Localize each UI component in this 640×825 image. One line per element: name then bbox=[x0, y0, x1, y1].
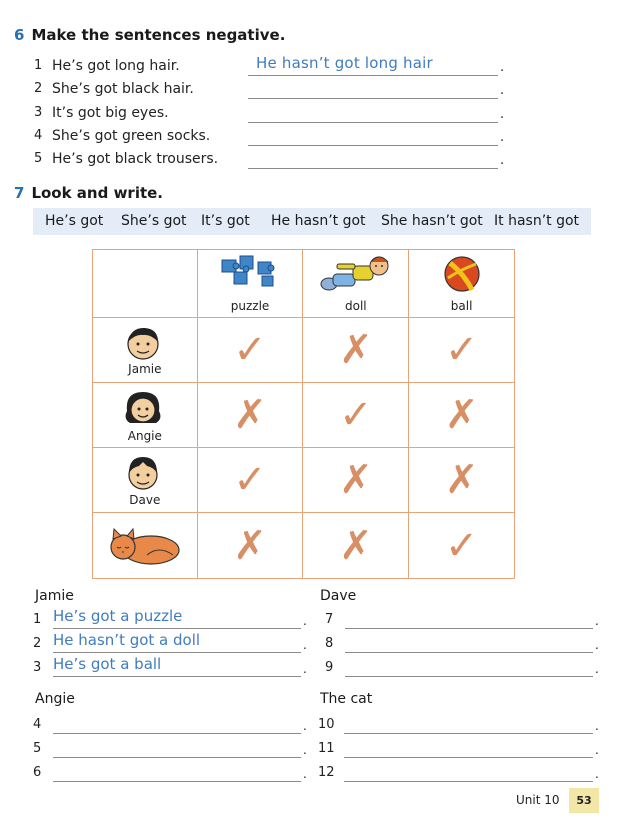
column-label: puzzle bbox=[230, 299, 270, 313]
ex6-item-4 bbox=[34, 128, 514, 148]
tick-mark: ✓ bbox=[444, 327, 479, 373]
tick-mark: ✓ bbox=[233, 457, 267, 503]
write-item-11 bbox=[318, 739, 603, 759]
item-number: 7 bbox=[325, 612, 334, 627]
row-label: Angie bbox=[127, 429, 162, 443]
item-end: . bbox=[595, 662, 599, 676]
tick-mark: ✓ bbox=[444, 522, 479, 569]
item-number: 10 bbox=[318, 717, 335, 732]
item-number: 4 bbox=[34, 128, 43, 143]
exercise-7-title bbox=[14, 184, 163, 202]
item-answer[interactable]: He hasn’t got a doll bbox=[53, 631, 201, 649]
answer-line bbox=[53, 628, 301, 629]
item-number: 9 bbox=[325, 660, 334, 675]
item-end: . bbox=[303, 767, 307, 781]
item-number: 3 bbox=[33, 660, 42, 675]
grid-cell bbox=[409, 318, 515, 383]
answer-line bbox=[53, 757, 301, 758]
column-label: ball bbox=[450, 299, 473, 313]
ex6-item-3 bbox=[34, 105, 514, 125]
grid-row-header-jamie bbox=[93, 318, 198, 383]
group-heading-angie: Angie bbox=[35, 691, 75, 707]
item-answer[interactable]: He’s got a puzzle bbox=[53, 607, 183, 625]
cross-mark: ✗ bbox=[444, 392, 479, 438]
answer-line bbox=[344, 781, 593, 782]
answer-line bbox=[53, 652, 301, 653]
group-heading-dave: Dave bbox=[320, 588, 357, 604]
item-number: 12 bbox=[318, 765, 335, 780]
word-box-item: It hasn’t got bbox=[494, 213, 580, 229]
write-item-4 bbox=[33, 715, 308, 735]
write-item-1 bbox=[33, 607, 308, 630]
ball-icon bbox=[442, 254, 482, 294]
column-label: doll bbox=[345, 299, 367, 313]
answer-line bbox=[248, 75, 498, 76]
possession-grid bbox=[92, 249, 515, 579]
grid-cell bbox=[197, 448, 303, 513]
word-box-item: It’s got bbox=[201, 213, 250, 229]
answer-line bbox=[53, 676, 301, 677]
item-number: 4 bbox=[33, 717, 42, 732]
cross-mark: ✗ bbox=[233, 522, 267, 569]
exercise-6-number: 6 bbox=[14, 26, 25, 44]
grid-cell bbox=[409, 448, 515, 513]
item-end: . bbox=[595, 767, 599, 781]
grid-cell bbox=[303, 448, 409, 513]
grid-cell bbox=[197, 513, 303, 579]
item-sentence: It’s got big eyes. bbox=[52, 105, 169, 121]
item-end: . bbox=[500, 130, 505, 145]
item-end: . bbox=[595, 614, 599, 628]
item-end: . bbox=[595, 719, 599, 733]
grid-header-doll bbox=[303, 250, 409, 318]
grid-row-header-dave bbox=[93, 448, 198, 513]
row-label: Dave bbox=[129, 493, 161, 507]
item-number: 2 bbox=[33, 636, 42, 651]
item-number: 11 bbox=[318, 741, 335, 756]
item-number: 6 bbox=[33, 765, 42, 780]
write-item-6 bbox=[33, 763, 308, 783]
grid-cell bbox=[303, 513, 409, 579]
item-end: . bbox=[500, 153, 505, 168]
puzzle-icon bbox=[218, 254, 284, 288]
tick-mark: ✓ bbox=[233, 327, 267, 373]
item-end: . bbox=[500, 60, 505, 75]
word-box bbox=[33, 208, 591, 235]
answer-line bbox=[248, 168, 498, 169]
write-item-2 bbox=[33, 631, 308, 654]
word-box-item: He’s got bbox=[45, 213, 104, 229]
grid-cell bbox=[409, 383, 515, 448]
cross-mark: ✗ bbox=[444, 457, 479, 503]
write-item-12 bbox=[318, 763, 603, 783]
item-answer[interactable]: He hasn’t got long hair bbox=[256, 54, 433, 72]
item-number: 8 bbox=[325, 636, 334, 651]
item-sentence: She’s got black hair. bbox=[52, 81, 194, 97]
item-end: . bbox=[303, 614, 307, 628]
boy-face-icon bbox=[123, 453, 163, 493]
boy-face-icon bbox=[123, 324, 163, 362]
item-number: 1 bbox=[33, 612, 42, 627]
cross-mark: ✗ bbox=[339, 522, 373, 569]
exercise-7-instruction: Look and write. bbox=[31, 184, 164, 202]
item-number: 3 bbox=[34, 105, 43, 120]
answer-line bbox=[53, 733, 301, 734]
answer-line bbox=[53, 781, 301, 782]
girl-face-icon bbox=[123, 389, 163, 429]
grid-row-header-angie bbox=[93, 383, 198, 448]
item-end: . bbox=[303, 638, 307, 652]
word-box-item: He hasn’t got bbox=[271, 213, 366, 229]
group-heading-jamie: Jamie bbox=[35, 588, 74, 604]
grid-corner-cell bbox=[93, 250, 198, 318]
item-sentence: He’s got black trousers. bbox=[52, 151, 219, 167]
item-end: . bbox=[595, 743, 599, 757]
answer-line bbox=[248, 145, 498, 146]
grid-cell bbox=[303, 318, 409, 383]
grid-row-header-cat bbox=[93, 513, 198, 579]
answer-line bbox=[344, 757, 593, 758]
item-answer[interactable]: He’s got a ball bbox=[53, 655, 162, 673]
ex6-item-5 bbox=[34, 151, 514, 171]
answer-line bbox=[248, 98, 498, 99]
write-item-7 bbox=[325, 610, 605, 630]
ex6-item-1 bbox=[34, 54, 514, 78]
write-item-10 bbox=[318, 715, 603, 735]
item-sentence: He’s got long hair. bbox=[52, 58, 180, 74]
grid-header-puzzle bbox=[197, 250, 303, 318]
item-number: 1 bbox=[34, 58, 43, 73]
write-item-8 bbox=[325, 634, 605, 654]
cross-mark: ✗ bbox=[339, 327, 373, 373]
page-number-badge: 53 bbox=[569, 788, 599, 813]
answer-line bbox=[345, 676, 593, 677]
exercise-7-number: 7 bbox=[14, 184, 25, 202]
ex6-item-2 bbox=[34, 81, 514, 101]
grid-cell bbox=[197, 318, 303, 383]
item-number: 5 bbox=[34, 151, 43, 166]
exercise-6-instruction: Make the sentences negative. bbox=[31, 26, 286, 44]
item-end: . bbox=[500, 83, 505, 98]
item-number: 5 bbox=[33, 741, 42, 756]
unit-label: Unit 10 bbox=[516, 793, 560, 807]
write-item-3 bbox=[33, 655, 308, 678]
grid-cell bbox=[197, 383, 303, 448]
answer-line bbox=[345, 628, 593, 629]
answer-line bbox=[248, 122, 498, 123]
doll-icon bbox=[315, 252, 395, 294]
item-end: . bbox=[595, 638, 599, 652]
item-end: . bbox=[303, 719, 307, 733]
tick-mark: ✓ bbox=[339, 392, 373, 438]
row-label: Jamie bbox=[128, 362, 162, 376]
word-box-item: She hasn’t got bbox=[381, 213, 483, 229]
word-box-item: She’s got bbox=[121, 213, 187, 229]
item-sentence: She’s got green socks. bbox=[52, 128, 211, 144]
grid-cell bbox=[409, 513, 515, 579]
group-heading-the-cat: The cat bbox=[320, 691, 373, 707]
grid-header-ball bbox=[409, 250, 515, 318]
cross-mark: ✗ bbox=[233, 392, 267, 438]
write-item-9 bbox=[325, 658, 605, 678]
cat-icon bbox=[107, 525, 183, 567]
item-end: . bbox=[303, 662, 307, 676]
grid-cell bbox=[303, 383, 409, 448]
write-item-5 bbox=[33, 739, 308, 759]
answer-line bbox=[345, 652, 593, 653]
item-number: 2 bbox=[34, 81, 43, 96]
exercise-6-title bbox=[14, 26, 285, 44]
item-end: . bbox=[500, 107, 505, 122]
item-end: . bbox=[303, 743, 307, 757]
cross-mark: ✗ bbox=[339, 457, 373, 503]
answer-line bbox=[344, 733, 593, 734]
